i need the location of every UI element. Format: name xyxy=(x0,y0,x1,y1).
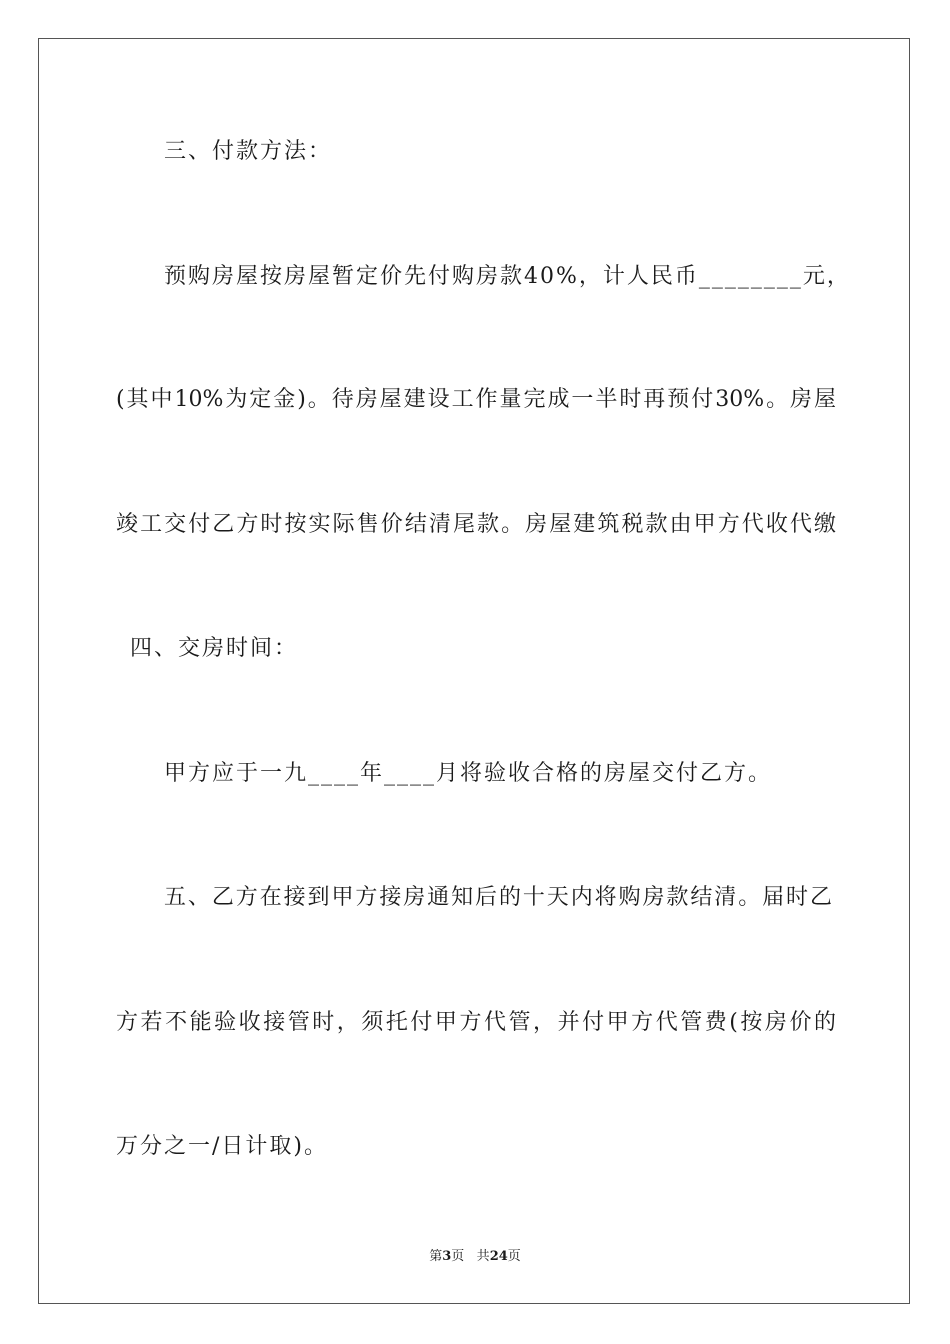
page-number: 3 xyxy=(442,1249,452,1264)
paragraph-line: 万分之一/日计取)。 xyxy=(116,1134,328,1159)
paragraph-line: 方若不能验收接管时，须托付甲方代管，并付甲方代管费(按房价的 xyxy=(116,1010,836,1035)
page-number-prefix: 第 xyxy=(429,1249,443,1264)
total-pages-prefix: 共 xyxy=(476,1249,490,1264)
section-4-heading: 四、交房时间： xyxy=(130,636,299,661)
paragraph-line: 竣工交付乙方时按实际售价结清尾款。房屋建筑税款由甲方代收代缴 xyxy=(116,512,836,537)
section-3-heading: 三、付款方法： xyxy=(164,139,333,164)
total-pages-suffix: 页 xyxy=(507,1249,521,1264)
total-pages: 24 xyxy=(489,1249,508,1264)
page-number-suffix: 页 xyxy=(451,1249,465,1264)
paragraph-line: 甲方应于一九____年____月将验收合格的房屋交付乙方。 xyxy=(164,761,773,786)
page-footer xyxy=(0,1248,950,1266)
page-border xyxy=(38,38,910,1304)
section-5-paragraph-line: 五、乙方在接到甲方接房通知后的十天内将购房款结清。届时乙 xyxy=(164,885,832,910)
paragraph-line: 预购房屋按房屋暂定价先付购房款40%，计人民币________元， xyxy=(164,264,851,289)
paragraph-line: (其中10%为定金)。待房屋建设工作量完成一半时再预付30%。房屋 xyxy=(116,387,836,412)
